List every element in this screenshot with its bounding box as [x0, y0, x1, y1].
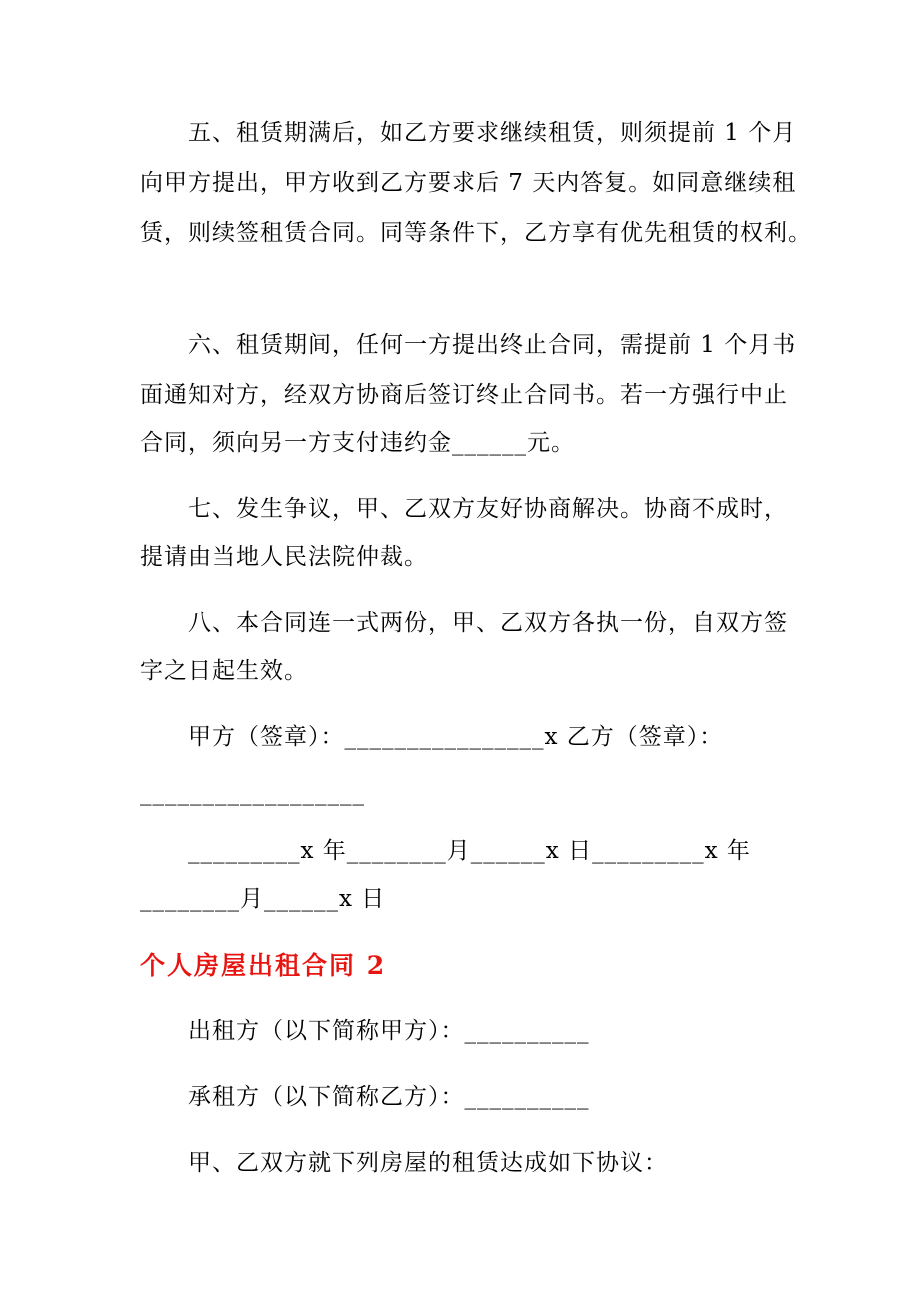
- lessor-line: 出租方（以下简称甲方）：__________: [188, 1018, 590, 1044]
- section-heading: 个人房屋出租合同 2: [140, 951, 387, 980]
- clause-7-line-2: 提请由当地人民法院仲裁。: [140, 544, 428, 570]
- signature-line: 甲方（签章）：________________x 乙方（签章）：: [188, 724, 724, 750]
- signature-blank: __________________: [140, 780, 365, 806]
- date-line-1: _________x 年________月______x 日_________x 年: [188, 838, 751, 864]
- date-line-2: ________月______x 日: [140, 886, 386, 912]
- clause-6-line-3: 合同，须向另一方支付违约金______元。: [140, 430, 575, 456]
- clause-5-line-1: 五、租赁期满后，如乙方要求继续租赁，则须提前 1 个月: [188, 120, 797, 146]
- clause-5-line-3: 赁，则续签租赁合同。同等条件下，乙方享有优先租赁的权利。: [140, 220, 812, 246]
- lessee-line: 承租方（以下简称乙方）：__________: [188, 1084, 590, 1110]
- clause-8-line-2: 字之日起生效。: [140, 658, 308, 684]
- clause-7-line-1: 七、发生争议，甲、乙双方友好协商解决。协商不成时，: [188, 496, 788, 522]
- agreement-intro: 甲、乙双方就下列房屋的租赁达成如下协议：: [188, 1150, 668, 1176]
- clause-6-line-2: 面通知对方，经双方协商后签订终止合同书。若一方强行中止: [140, 382, 788, 408]
- clause-6-line-1: 六、租赁期间，任何一方提出终止合同，需提前 1 个月书: [188, 332, 797, 358]
- clause-5-line-2: 向甲方提出，甲方收到乙方要求后 7 天内答复。如同意继续租: [140, 170, 797, 196]
- clause-8-line-1: 八、本合同连一式两份，甲、乙双方各执一份，自双方签: [188, 610, 788, 636]
